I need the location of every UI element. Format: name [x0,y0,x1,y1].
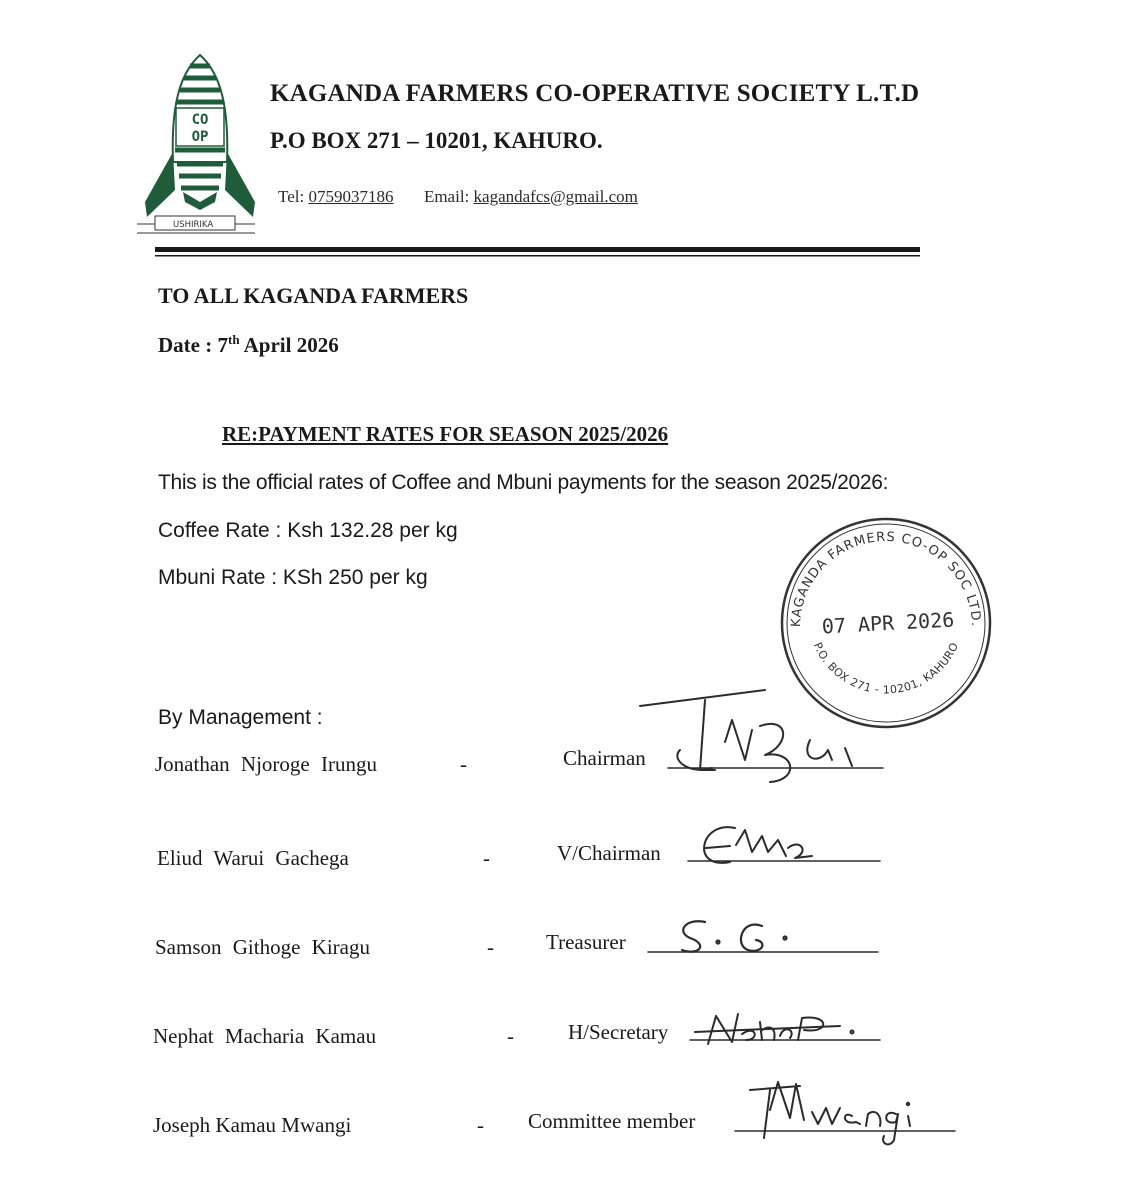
date-suffix: th [227,332,240,347]
stamp-ring-text: KAGANDA FARMERS CO-OP SOC LTD. [788,529,984,628]
svg-text:P.O. BOX 271 - 10201, KAHURO [811,640,961,696]
signatory-name: Nephat Macharia Kamau [153,1024,377,1048]
signatory-role: Treasurer [546,930,626,954]
date-rest: April 2026 [239,333,339,357]
signatory-dash: - [507,1024,514,1048]
mbuni-rate: Mbuni Rate : KSh 250 per kg [158,566,428,589]
date-label: Date : [158,333,218,357]
tel-label: Tel: [278,187,305,206]
logo-text-op: OP [191,129,209,145]
signatory-role: V/Chairman [557,841,661,865]
logo-text-co: CO [191,112,209,128]
logo-banner-text: USHIRIKA [173,220,214,230]
organisation-name: KAGANDA FARMERS CO-OPERATIVE SOCIETY L.T.D [270,80,920,107]
signatory-name: Joseph Kamau Mwangi [153,1113,352,1137]
email-label: Email: [423,187,470,206]
contact-line [278,187,638,207]
stamp-date: 07 APR 2026 [821,607,955,639]
letterhead-divider [155,245,920,261]
tel-number: 0759037186 [308,187,394,206]
signatory-role: Committee member [528,1109,696,1133]
signatory-name: Jonathan Njoroge Irungu [155,752,377,776]
recipient-line: TO ALL KAGANDA FARMERS [158,283,469,308]
signatory-dash: - [483,846,490,870]
cooperative-logo [135,52,265,237]
signatory-role: Chairman [563,746,646,770]
letter-subject: RE:PAYMENT RATES FOR SEASON 2025/2026 [222,422,669,446]
letter-date [158,332,339,358]
date-day: 7 [217,333,228,357]
management-heading: By Management : [158,706,323,729]
stamp-bottom-text: P.O. BOX 271 - 10201, KAHURO [810,640,962,697]
signatory-dash: - [477,1113,484,1137]
secretary-signature [695,1014,854,1044]
signatory-name: Eliud Warui Gachega [157,846,349,870]
v-chairman-signature [704,827,812,863]
organisation-address: P.O BOX 271 – 10201, KAHURO. [270,128,603,153]
intro-paragraph: This is the official rates of Coffee and Mbuni payments for the season 2025/2026: [158,471,889,494]
signatory-dash: - [487,935,494,959]
treasurer-signature [682,921,787,951]
signatory-dash: - [460,752,467,776]
signatory-role: H/Secretary [568,1020,669,1044]
coffee-rate: Coffee Rate : Ksh 132.28 per kg [158,519,458,542]
signatory-name: Samson Githoge Kiragu [155,935,370,959]
committee-signature [750,1082,910,1144]
official-stamp [776,515,996,730]
email-address: kagandafcs@gmail.com [473,187,638,206]
